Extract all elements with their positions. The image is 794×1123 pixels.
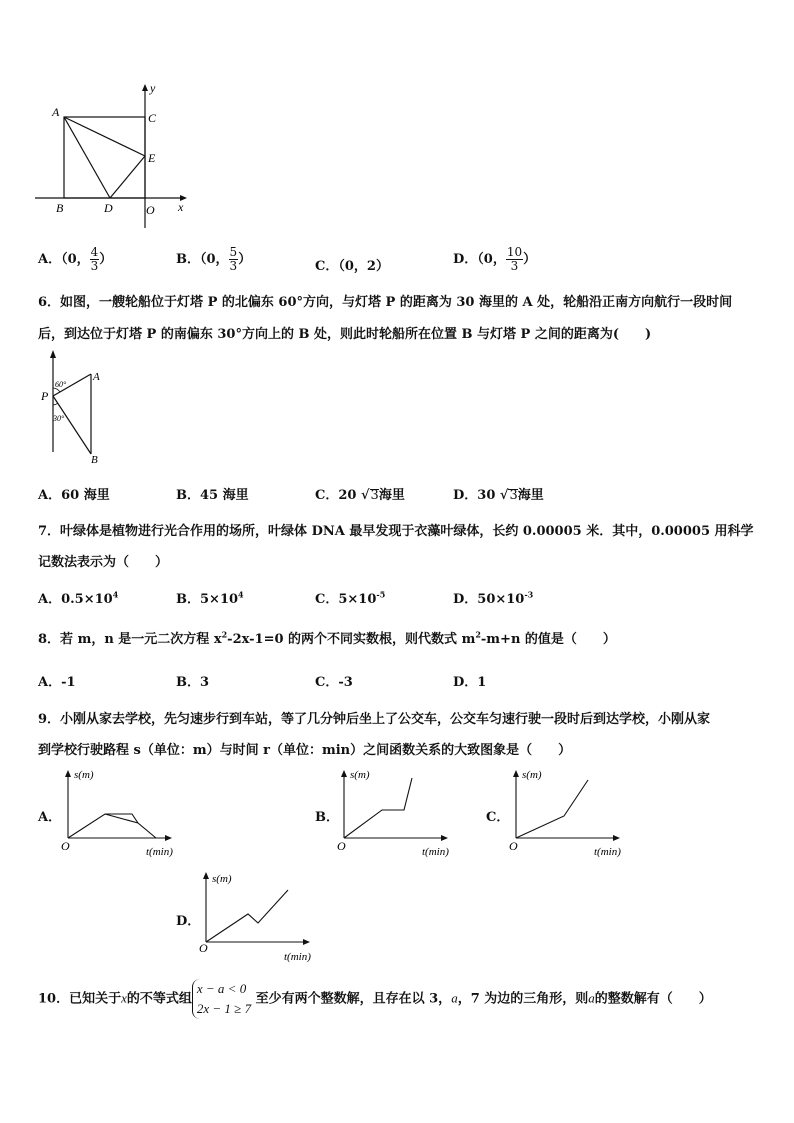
- segment-ae: [64, 117, 145, 156]
- fraction-denominator: 3: [90, 259, 99, 273]
- q7-option-d[interactable]: [453, 588, 533, 607]
- option-letter: D．: [453, 592, 478, 607]
- label-y: y: [150, 81, 156, 95]
- label-o: O: [146, 203, 155, 217]
- q5-option-a[interactable]: [38, 246, 112, 273]
- option-text: 50×10: [477, 592, 525, 607]
- q9-graph-a[interactable]: [58, 768, 193, 858]
- q6-option-c[interactable]: C．20 √3海里: [315, 488, 405, 503]
- q6-option-b[interactable]: [176, 484, 249, 503]
- variable-a: a: [451, 990, 458, 1006]
- option-text: （0，: [61, 252, 90, 267]
- label-e: E: [148, 151, 156, 165]
- exponent: 4: [238, 589, 244, 600]
- option-text: 60 海里: [61, 488, 110, 503]
- exponent: -3: [524, 589, 534, 600]
- option-letter: A．: [38, 252, 62, 267]
- fraction-numerator: 5: [229, 245, 238, 259]
- q10-stem-part: ，7 为边的三角形，则: [457, 991, 589, 1007]
- q8-stem-part: 8．若 m，n 是一元二次方程 x: [38, 632, 222, 647]
- q8-stem: [38, 628, 616, 647]
- q9-graph-c[interactable]: [506, 768, 641, 858]
- label-b: B: [91, 454, 98, 466]
- fraction-denominator: 3: [510, 259, 519, 273]
- fraction: [506, 246, 523, 273]
- q9-stem-line1: 9．小刚从家去学校，先匀速步行到车站，等了几分钟后坐上了公交车，公交车匀速行驶一段时后到达学校，小刚从家: [38, 712, 711, 727]
- option-letter: D．: [453, 488, 478, 503]
- variable-x: x: [121, 990, 127, 1006]
- segment-pb: [53, 396, 91, 454]
- option-text: （0，: [200, 252, 229, 267]
- graph-line: [516, 780, 588, 838]
- q8-stem-part: -2x-1=0 的两个不同实数根，则代数式 m: [227, 632, 476, 647]
- q7-stem-line2: 记数法表示为（ ）: [38, 555, 169, 570]
- option-letter: C．: [315, 592, 339, 607]
- fraction: [90, 246, 100, 273]
- angle-60-label: 60°: [55, 380, 67, 389]
- graph-line: [344, 778, 412, 838]
- exponent: 2: [475, 629, 481, 640]
- q7-option-a[interactable]: [38, 588, 118, 607]
- option-letter: B．: [315, 810, 339, 825]
- option-text: ）: [523, 252, 537, 267]
- q6-option-a[interactable]: [38, 484, 110, 503]
- option-letter: A．: [38, 592, 62, 607]
- option-text: （0，: [477, 252, 506, 267]
- option-letter: B．: [176, 252, 200, 267]
- sqrt-radicand: 3: [370, 488, 379, 503]
- inequality-2: 2x − 1 ≥ 7: [196, 1001, 252, 1016]
- sqrt-radicand: 3: [509, 488, 518, 503]
- option-letter: B．: [176, 675, 200, 690]
- option-letter: B．: [176, 592, 200, 607]
- q9-graph-b[interactable]: [334, 768, 469, 858]
- q8-option-a[interactable]: [38, 671, 76, 690]
- label-c: C: [148, 111, 157, 125]
- q9-stem-line2: 到学校行驶路程 s（单位：m）与时间 r（单位：min）之间函数关系的大致图象是（ ）: [38, 743, 572, 758]
- label-a: A: [93, 371, 100, 383]
- q6-lighthouse-figure: [38, 348, 113, 468]
- option-letter: A．: [38, 810, 62, 825]
- q6-stem-line2: 后，到达位于灯塔 P 的南偏东 30°方向上的 B 处，则此时轮船所在位置 B 与灯塔 P 之间的距离为( ): [38, 327, 652, 342]
- origin-label: O: [199, 941, 208, 955]
- option-text: 5×10: [200, 592, 239, 607]
- fraction: [229, 246, 239, 273]
- t-axis-label: t(min): [284, 951, 311, 963]
- segment-de: [110, 156, 145, 198]
- origin-label: O: [61, 839, 70, 853]
- exponent: 4: [112, 589, 119, 600]
- t-axis-label: t(min): [146, 846, 173, 858]
- option-text: -1: [61, 675, 76, 690]
- origin-label: O: [509, 839, 518, 853]
- q10-stem-part: 10．已知关于: [38, 991, 122, 1007]
- q8-option-c[interactable]: [315, 671, 353, 690]
- q5-option-d[interactable]: [453, 246, 536, 273]
- option-letter: D．: [453, 252, 478, 267]
- exponent: -5: [376, 589, 386, 600]
- option-text: 海里: [378, 488, 405, 503]
- q10-stem-part: 的不等式组: [126, 991, 192, 1007]
- exponent: 2: [221, 629, 228, 640]
- q5-option-c[interactable]: [315, 255, 389, 274]
- option-text: 20: [338, 488, 357, 503]
- s-axis-label: s(m): [522, 769, 542, 781]
- option-letter: C．: [315, 675, 339, 690]
- option-text: 海里: [517, 488, 544, 503]
- q8-option-b[interactable]: [176, 671, 209, 690]
- label-d: D: [104, 201, 113, 215]
- inequality-system: [192, 979, 251, 1019]
- label-a: A: [52, 105, 60, 119]
- square-abco: [64, 117, 145, 198]
- t-axis-label: t(min): [422, 846, 449, 858]
- option-letter: D．: [453, 675, 478, 690]
- option-text: （0，2）: [338, 259, 389, 274]
- option-text: 3: [200, 675, 210, 690]
- option-text: 1: [477, 675, 487, 690]
- s-axis-label: s(m): [350, 769, 370, 781]
- q10-stem-part: 至少有两个整数解，且存在以 3，: [255, 991, 452, 1007]
- s-axis-label: s(m): [212, 873, 232, 885]
- q8-option-d[interactable]: [453, 671, 486, 690]
- inequality-1: x − a < 0: [196, 981, 247, 996]
- angle-30-label: 30°: [53, 414, 65, 423]
- option-letter: B．: [176, 488, 200, 503]
- segment-ad: [64, 117, 110, 198]
- q5-option-b[interactable]: [176, 246, 251, 273]
- q6-stem-line1: 6．如图，一艘轮船位于灯塔 P 的北偏东 60°方向，与灯塔 P 的距离为 30 海里的 A 处，轮船沿正南方向航行一段时间: [38, 295, 733, 310]
- graph-line: [68, 814, 156, 838]
- origin-label: O: [337, 839, 346, 853]
- option-text: 30: [477, 488, 496, 503]
- label-b: B: [56, 201, 64, 215]
- t-axis-label: t(min): [594, 846, 621, 858]
- q10-stem-part: 的整数解有（ ）: [594, 991, 712, 1007]
- q10-stem: [38, 979, 712, 1019]
- fraction-numerator: 10: [506, 245, 523, 259]
- s-axis-label: s(m): [74, 769, 94, 781]
- option-text: 0.5×10: [61, 592, 113, 607]
- q8-stem-part: -m+n 的值是（ ）: [480, 632, 616, 647]
- option-text: -3: [338, 675, 353, 690]
- option-text: 45 海里: [200, 488, 249, 503]
- option-letter: C．: [486, 810, 510, 825]
- option-letter: C．: [315, 488, 339, 503]
- option-text: ）: [99, 252, 113, 267]
- q7-stem-line1: 7．叶绿体是植物进行光合作用的场所，叶绿体 DNA 最早发现于衣藻叶绿体，长约 0.00005 米．其中，0.00005 用科学: [38, 524, 754, 539]
- option-text: 5×10: [338, 592, 377, 607]
- graph-line: [206, 890, 288, 942]
- label-x: x: [178, 200, 184, 214]
- option-text: ）: [238, 252, 252, 267]
- label-p: P: [41, 389, 49, 403]
- option-letter: A．: [38, 675, 62, 690]
- variable-a: a: [588, 990, 595, 1006]
- option-letter: A．: [38, 488, 62, 503]
- option-letter: D．: [176, 914, 201, 929]
- fraction-denominator: 3: [229, 259, 238, 273]
- option-letter: C．: [315, 259, 339, 274]
- q7-option-b[interactable]: [176, 588, 244, 607]
- q5-coordinate-figure: [30, 80, 195, 230]
- q6-option-d[interactable]: D．30 √3海里: [453, 488, 544, 503]
- q7-option-c[interactable]: [315, 588, 385, 607]
- fraction-numerator: 4: [90, 245, 99, 259]
- q9-graph-d[interactable]: [196, 870, 331, 965]
